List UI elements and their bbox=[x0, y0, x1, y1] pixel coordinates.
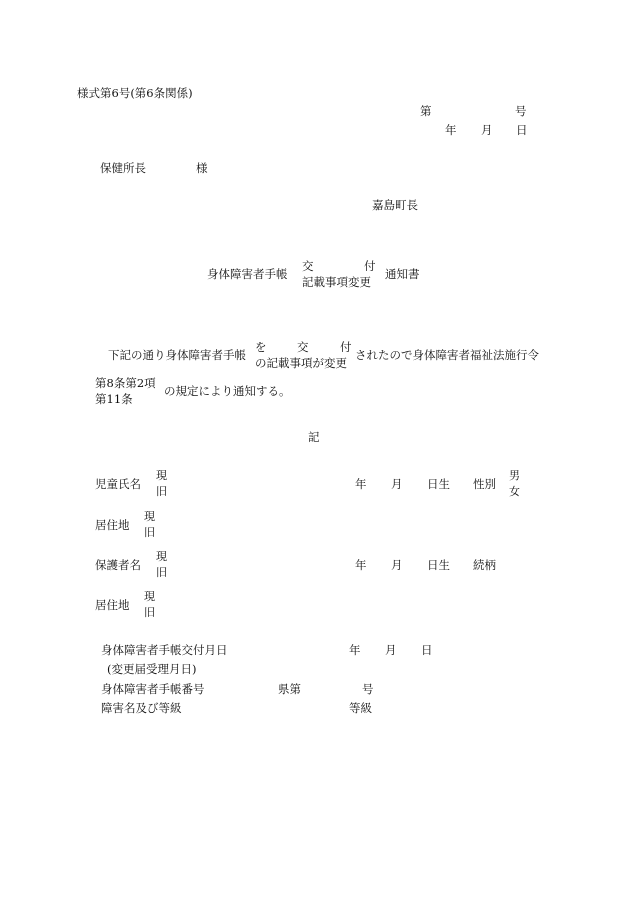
date-year: 年 bbox=[445, 123, 457, 137]
date-month: 月 bbox=[481, 123, 493, 137]
issue-date-day: 日 bbox=[421, 643, 433, 657]
title-suffix: 通知書 bbox=[385, 267, 420, 281]
body-article-1: 第8条第2項 bbox=[95, 376, 156, 390]
change-receipt-date-label: (変更届受理月日) bbox=[107, 662, 197, 676]
child-name-label: 児童氏名 bbox=[95, 477, 141, 491]
relation-label: 続柄 bbox=[473, 558, 496, 572]
sex-label: 性別 bbox=[473, 477, 496, 491]
guardian-name-former: 旧 bbox=[156, 566, 167, 579]
addressee-honorific: 様 bbox=[196, 161, 208, 175]
child-birth-day: 日生 bbox=[427, 477, 450, 491]
guardian-birth-year: 年 bbox=[355, 558, 367, 572]
title-change: 記載事項変更 bbox=[302, 275, 371, 289]
title-prefix: 身体障害者手帳 bbox=[207, 267, 288, 281]
sender-name: 嘉島町長 bbox=[372, 198, 418, 212]
title-issue-a: 交 bbox=[302, 259, 314, 273]
handbook-number-prefix: 県第 bbox=[278, 682, 301, 696]
child-name-former: 旧 bbox=[156, 485, 167, 498]
guardian-birth-day: 日生 bbox=[427, 558, 450, 572]
sex-female: 女 bbox=[509, 485, 520, 498]
addressee-name: 保健所長 bbox=[100, 161, 146, 175]
body-line1-suffix: されたので身体障害者福祉法施行令 bbox=[355, 348, 539, 362]
guardian-birth-month: 月 bbox=[391, 558, 403, 572]
body-issue-b: 付 bbox=[340, 340, 352, 354]
body-line1-prefix: 下記の通り身体障害者手帳 bbox=[108, 348, 246, 362]
body-change: の記載事項が変更 bbox=[255, 356, 347, 370]
body-line2-suffix: の規定により通知する。 bbox=[164, 384, 291, 398]
handbook-number-suffix: 号 bbox=[362, 682, 374, 696]
body-article-2: 第11条 bbox=[95, 392, 133, 406]
disability-grade: 等級 bbox=[349, 701, 372, 715]
disability-grade-label: 障害名及び等級 bbox=[101, 701, 182, 715]
child-birth-month: 月 bbox=[391, 477, 403, 491]
guardian-name-label: 保護者名 bbox=[95, 558, 141, 572]
guardian-name-current: 現 bbox=[156, 550, 167, 563]
document-number-suffix: 号 bbox=[515, 104, 527, 118]
child-residence-label: 居住地 bbox=[95, 518, 130, 532]
issue-date-year: 年 bbox=[349, 643, 361, 657]
child-residence-current: 現 bbox=[144, 510, 155, 523]
body-particle: を bbox=[255, 340, 267, 354]
issue-date-label: 身体障害者手帳交付月日 bbox=[101, 643, 228, 657]
child-residence-former: 旧 bbox=[144, 526, 155, 539]
guardian-residence-current: 現 bbox=[144, 590, 155, 603]
title-issue-b: 付 bbox=[364, 259, 376, 273]
sex-male: 男 bbox=[509, 469, 520, 482]
date-day: 日 bbox=[516, 123, 528, 137]
guardian-residence-former: 旧 bbox=[144, 606, 155, 619]
issue-date-month: 月 bbox=[385, 643, 397, 657]
ki-heading: 記 bbox=[308, 430, 320, 444]
child-name-current: 現 bbox=[156, 469, 167, 482]
document-number-prefix: 第 bbox=[420, 104, 432, 118]
handbook-number-label: 身体障害者手帳番号 bbox=[101, 682, 205, 696]
form-number: 様式第6号(第6条関係) bbox=[77, 86, 193, 100]
child-birth-year: 年 bbox=[355, 477, 367, 491]
guardian-residence-label: 居住地 bbox=[95, 598, 130, 612]
body-issue-a: 交 bbox=[297, 340, 309, 354]
